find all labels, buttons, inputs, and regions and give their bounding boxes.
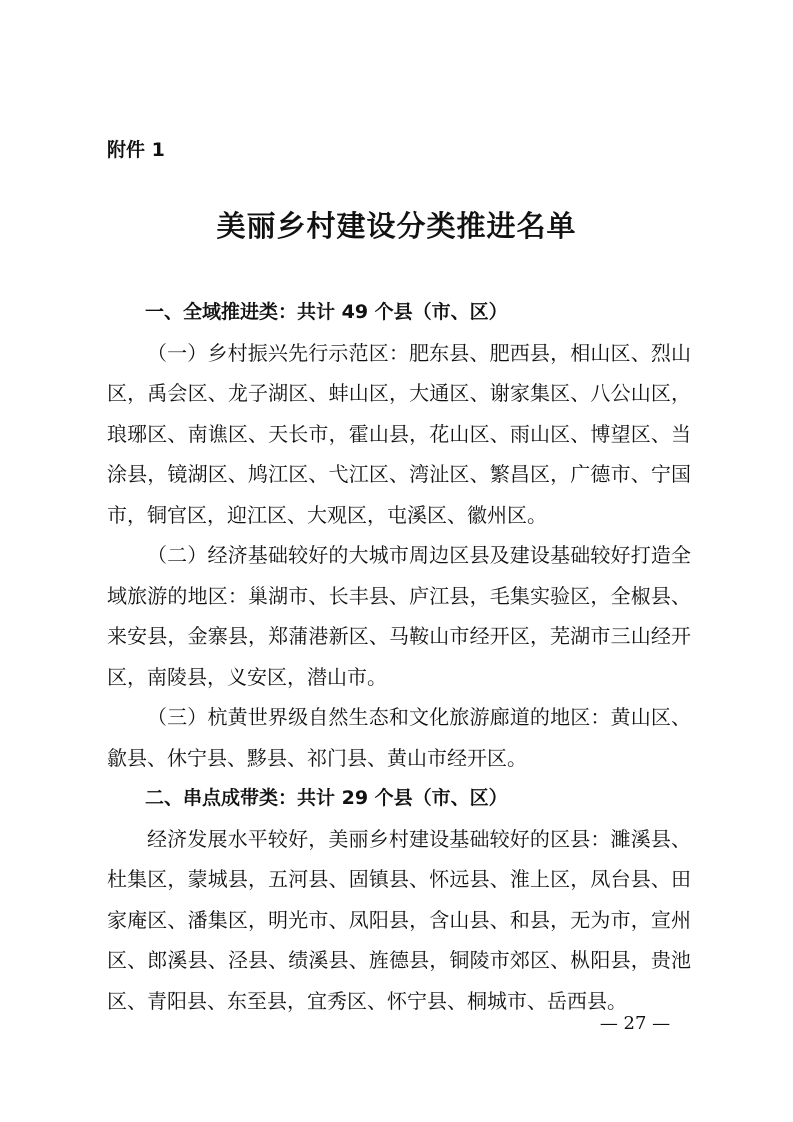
attachment-label: 附件 1 <box>107 139 165 161</box>
document-body <box>107 292 691 1021</box>
page-number: — 27 — <box>599 1013 671 1034</box>
paragraph-belt-connected-counties: 经济发展水平较好，美丽乡村建设基础较好的区县：濉溪县、杜集区，蒙城县，五河县、固镇县、怀远县、淮上区，凤台县、田家庵区、潘集区，明光市、凤阳县，含山县、和县，无为市，宣州区、郎溪县、泾县、绩溪县、旌德县，铜陵市郊区、枞阳县，贵池区、青阳县、东至县，宜秀区、怀宁县、桐城市、岳西县。 <box>107 826 691 1013</box>
paragraph-hangzhou-huangshan-corridor: （三）杭黄世界级自然生态和文化旅游廊道的地区：黄山区、歙县、休宁县、黟县、祁门县、黄山市经开区。 <box>107 705 691 770</box>
section-heading-1: 一、全域推进类：共计 49 个县（市、区） <box>145 301 508 323</box>
paragraph-well-developed-suburban-areas: （二）经济基础较好的大城市周边区县及建设基础较好打造全域旅游的地区：巢湖市、长丰县、庐江县，毛集实验区，全椒县、来安县，金寨县，郑蒲港新区、马鞍山市经开区，芜湖市三山经开区，南陵县，义安区，潜山市。 <box>107 543 691 689</box>
document-title: 美丽乡村建设分类推进名单 <box>216 209 577 243</box>
section-heading-2: 二、串点成带类：共计 29 个县（市、区） <box>145 787 508 809</box>
paragraph-pilot-demonstration-zones: （一）乡村振兴先行示范区：肥东县、肥西县，相山区、烈山区，禹会区、龙子湖区、蚌山区，大通区、谢家集区、八公山区，琅琊区、南谯区、天长市，霍山县，花山区、雨山区、博望区、当涂县，镜湖区、鸠江区、弋江区、湾沚区、繁昌区，广德市、宁国市，铜官区，迎江区、大观区，屯溪区、徽州区。 <box>107 340 691 527</box>
